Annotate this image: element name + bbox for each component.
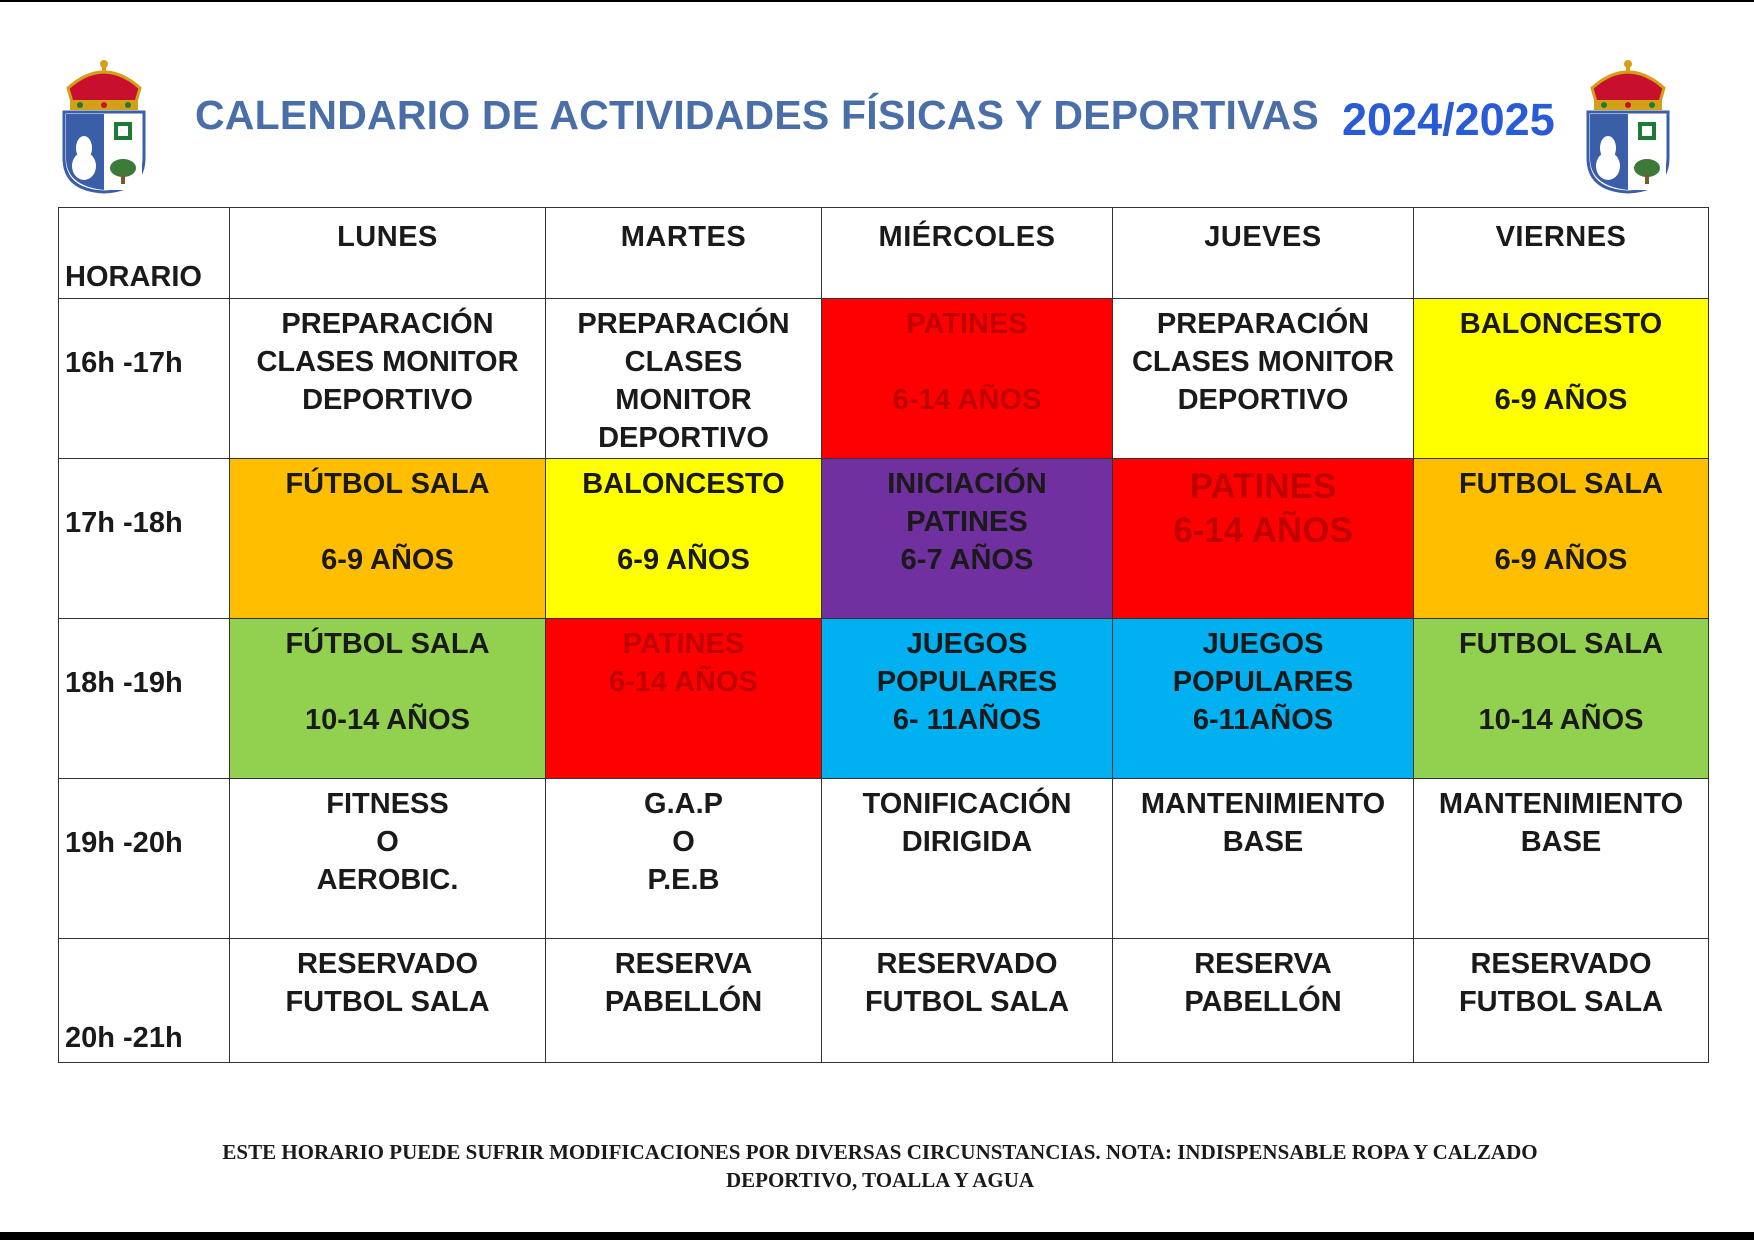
header-time: HORARIO [59,208,230,299]
activity-label: RESERVA PABELLÓN [604,948,763,1018]
activity-cell [230,299,546,459]
page-title: CALENDARIO DE ACTIVIDADES FÍSICAS Y DEPORTIVAS [195,92,1319,138]
time-slot-cell [59,939,230,1063]
header-day-jueves: JUEVES [1113,208,1414,299]
activity-cell [1113,299,1414,459]
activity-cell [1414,939,1709,1063]
activity-label: JUEGOS POPULARES 6-11AÑOS [1172,628,1354,736]
time-slot-label: 20h -21h [65,1022,183,1054]
activity-label: MANTENIMIENTO BASE [1438,788,1684,858]
footer-note-line-1: ESTE HORARIO PUEDE SUFRIR MODIFICACIONES POR DIVERSAS CIRCUNSTANCIAS. NOTA: INDISPENSABLE ROPA Y CALZADO [222,1140,1538,1164]
header-day-viernes: VIERNES [1414,208,1709,299]
activity-label: G.A.P O P.E.B [644,788,723,896]
activity-cell [822,939,1113,1063]
activity-label: FUTBOL SALA 6-9 AÑOS [1458,468,1664,576]
table-row [59,619,1709,779]
time-slot-label: 19h -20h [65,827,183,859]
activity-schedule-table [58,207,1709,1063]
activity-label: PREPARACIÓN CLASES MONITOR DEPORTIVO [577,308,790,454]
activity-cell [546,779,822,939]
activity-label: PATINES 6-14 AÑOS [892,308,1042,416]
activity-cell [546,939,822,1063]
activity-label: RESERVADO FUTBOL SALA [285,948,490,1018]
activity-label: INICIACIÓN PATINES 6-7 AÑOS [887,468,1047,576]
activity-label: FÚTBOL SALA 6-9 AÑOS [285,468,490,576]
table-header-row [59,208,1709,299]
activity-cell [1414,619,1709,779]
activity-label: FUTBOL SALA 10-14 AÑOS [1458,628,1664,736]
top-border [0,0,1754,2]
time-slot-label: 16h -17h [65,347,183,379]
activity-cell [546,459,822,619]
season-year: 2024/2025 [1342,94,1555,145]
activity-cell [822,619,1113,779]
header-day-martes: MARTES [546,208,822,299]
activity-cell [1113,779,1414,939]
activity-label: TONIFICACIÓN DIRIGIDA [862,788,1072,858]
time-slot-cell [59,779,230,939]
coat-of-arms-icon [1580,58,1676,194]
activity-cell [546,619,822,779]
time-slot-cell [59,459,230,619]
table-row [59,459,1709,619]
activity-cell [822,299,1113,459]
activity-label: FÚTBOL SALA 10-14 AÑOS [285,628,490,736]
header-day-miercoles: MIÉRCOLES [822,208,1113,299]
activity-label: FITNESS O AEROBIC. [316,788,459,896]
activity-label: PREPARACIÓN CLASES MONITOR DEPORTIVO [1131,308,1395,416]
activity-cell [1414,459,1709,619]
activity-label: PATINES 6-14 AÑOS [1173,467,1353,550]
activity-cell [230,619,546,779]
time-slot-label: 18h -19h [65,667,183,699]
activity-cell [546,299,822,459]
activity-cell [1113,619,1414,779]
time-slot-label: 17h -18h [65,507,183,539]
header-day-lunes: LUNES [230,208,546,299]
time-slot-cell [59,299,230,459]
activity-cell [1414,299,1709,459]
activity-label: RESERVADO FUTBOL SALA [1458,948,1664,1018]
activity-label: BALONCESTO 6-9 AÑOS [1459,308,1663,416]
activity-cell [230,939,546,1063]
activity-cell [230,779,546,939]
footer-note [140,1138,1620,1194]
activity-cell [1414,779,1709,939]
table-row [59,299,1709,459]
activity-cell [822,459,1113,619]
activity-label: RESERVA PABELLÓN [1184,948,1342,1018]
bottom-border [0,1232,1754,1240]
footer-note-line-2: DEPORTIVO, TOALLA Y AGUA [725,1168,1035,1192]
activity-label: JUEGOS POPULARES 6- 11AÑOS [876,628,1058,736]
activity-cell [230,459,546,619]
activity-cell [1113,939,1414,1063]
activity-cell [1113,459,1414,619]
activity-label: MANTENIMIENTO BASE [1140,788,1386,858]
table-row [59,779,1709,939]
table-row [59,939,1709,1063]
activity-label: PREPARACIÓN CLASES MONITOR DEPORTIVO [256,308,519,416]
time-slot-cell [59,619,230,779]
activity-label: RESERVADO FUTBOL SALA [864,948,1070,1018]
activity-label: BALONCESTO 6-9 AÑOS [582,468,785,576]
coat-of-arms-icon [56,58,152,194]
activity-label: PATINES 6-14 AÑOS [609,628,758,698]
activity-cell [822,779,1113,939]
